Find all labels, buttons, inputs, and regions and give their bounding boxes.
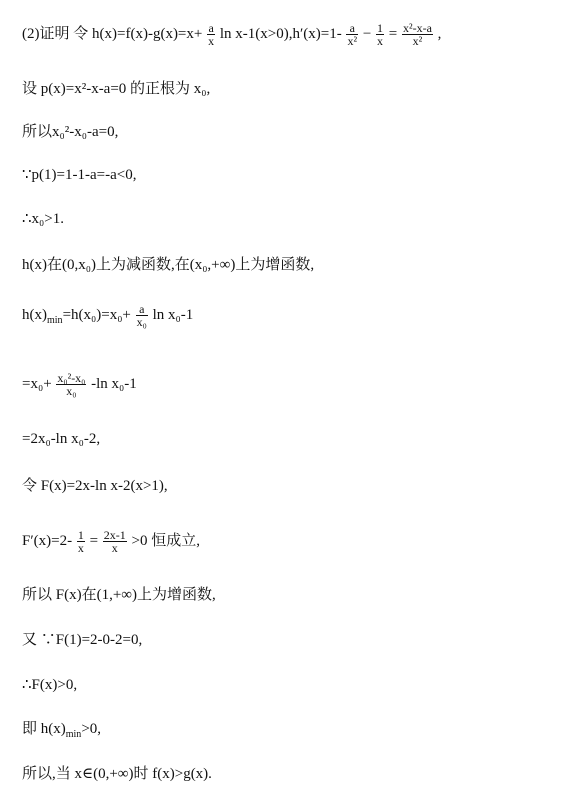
fraction bbox=[136, 303, 148, 328]
numerator: x₀²-x₀ bbox=[57, 371, 86, 385]
operator: − bbox=[362, 25, 376, 42]
subscript: min bbox=[65, 729, 82, 740]
denominator: x₀ bbox=[66, 384, 77, 398]
formula-segment: >0 恒成立, bbox=[131, 532, 201, 549]
proof-line-15 bbox=[22, 720, 101, 744]
formula-segment: >0, bbox=[81, 721, 102, 737]
proof-line-13: 又 ∵F(1)=2-0-2=0, bbox=[22, 632, 143, 648]
formula-segment: =h(x₀)=x₀+ bbox=[62, 306, 131, 323]
formula-segment: 即 h(x) bbox=[22, 721, 66, 737]
formula-segment: h(x) bbox=[22, 306, 47, 323]
proof-line-3: 所以x₀²-x₀-a=0, bbox=[22, 124, 119, 140]
proof-line-11 bbox=[22, 529, 200, 554]
proof-line-6: h(x)在(0,x₀)上为减函数,在(x₀,+∞)上为增函数, bbox=[22, 257, 315, 273]
proof-line-7 bbox=[22, 303, 193, 330]
fraction bbox=[77, 529, 85, 554]
text-segment: 令 bbox=[73, 25, 93, 42]
denominator: x² bbox=[347, 34, 358, 48]
formula-segment: ln x-1(x>0),h′(x)=1- bbox=[219, 25, 342, 42]
proof-line-1 bbox=[22, 22, 441, 47]
fraction bbox=[103, 529, 127, 554]
operator: = bbox=[388, 25, 401, 42]
proof-line-2: 设 p(x)=x²-x-a=0 的正根为 x₀, bbox=[22, 81, 211, 97]
proof-line-8 bbox=[22, 372, 137, 397]
formula-segment: F′(x)=2- bbox=[22, 532, 73, 549]
proof-line-14: ∴F(x)>0, bbox=[22, 677, 78, 693]
numerator: 1 bbox=[77, 528, 84, 542]
denominator: x bbox=[377, 34, 384, 48]
denominator: x bbox=[111, 541, 118, 555]
proof-line-12: 所以 F(x)在(1,+∞)上为增函数, bbox=[22, 587, 216, 603]
punctuation: , bbox=[437, 25, 442, 42]
proof-line-5: ∴x₀>1. bbox=[22, 211, 64, 227]
formula-segment: h(x)=f(x)-g(x)=x+ bbox=[92, 25, 203, 42]
proof-line-10: 令 F(x)=2x-ln x-2(x>1), bbox=[22, 478, 168, 494]
fraction bbox=[376, 22, 384, 47]
fraction bbox=[56, 372, 86, 397]
formula-segment: -ln x₀-1 bbox=[91, 375, 137, 392]
denominator: x bbox=[77, 541, 84, 555]
denominator: x bbox=[208, 34, 215, 48]
numerator: a bbox=[346, 22, 358, 35]
proof-line-4: ∵p(1)=1-1-a=-a<0, bbox=[22, 167, 137, 183]
numerator: 2x-1 bbox=[103, 528, 126, 542]
formula-segment: =x₀+ bbox=[22, 375, 52, 392]
subscript: min bbox=[47, 314, 63, 326]
numerator: a bbox=[136, 303, 148, 316]
fraction bbox=[207, 22, 215, 47]
numerator: 1 bbox=[377, 21, 384, 35]
operator: = bbox=[89, 532, 102, 549]
numerator: x²-x-a bbox=[403, 21, 432, 35]
formula-segment: ln x₀-1 bbox=[152, 306, 194, 323]
numerator: a bbox=[208, 21, 214, 35]
fraction bbox=[346, 22, 358, 47]
denominator: x₀ bbox=[136, 315, 147, 329]
proof-line-16: 所以,当 x∈(0,+∞)时 f(x)>g(x). bbox=[22, 766, 212, 782]
proof-line-9: =2x₀-ln x₀-2, bbox=[22, 431, 101, 447]
proof-label: (2)证明 bbox=[22, 25, 70, 42]
fraction bbox=[402, 22, 433, 47]
denominator: x² bbox=[412, 34, 423, 48]
